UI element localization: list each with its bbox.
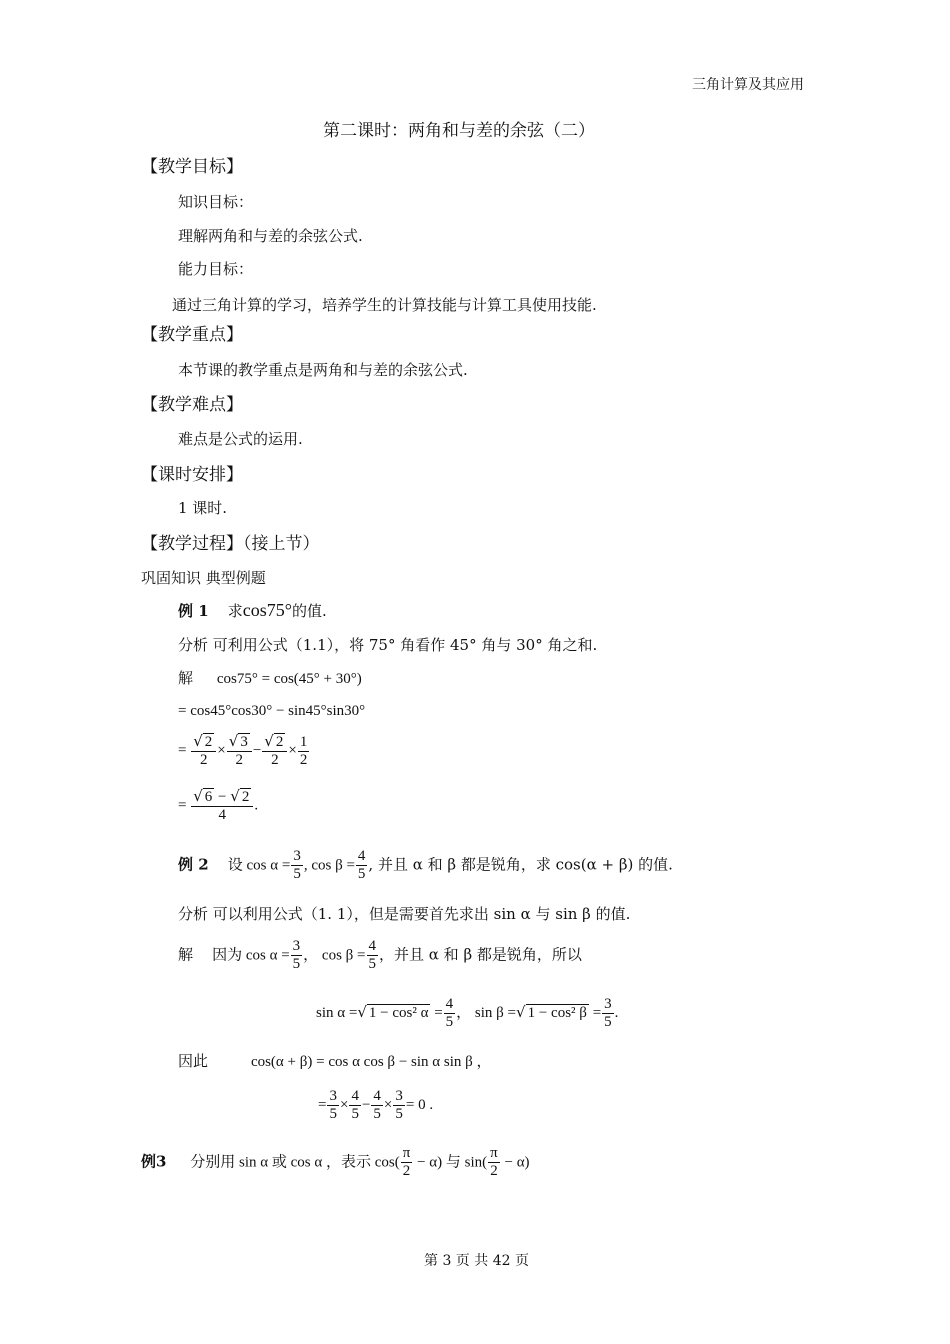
example-2-solution: 解 因为 cos α = $\frac{3}{5}$ ， cos β = $\frac{4}{5}$ ，并且 α 和 β 都是锐角，所以: [178, 938, 582, 972]
fraction: $\frac{3}{5}$: [329, 1088, 337, 1122]
example-2-therefore: 因此 cos(α + β) = cos α cos β − sin α sin β ，: [178, 1052, 492, 1070]
section-heading-difficulty: 【教学难点】: [141, 395, 243, 415]
example-2-question: 例 2 设 cos α = $\frac{3}{5}$ , cos β = $\frac{4}{5}$ , 并且 α 和 β 都是锐角，求 cos(α + β) 的值.: [178, 848, 673, 882]
fraction: $\frac{3}{5}$: [395, 1088, 403, 1122]
consolidate-heading: 巩固知识 典型例题: [141, 569, 266, 587]
fraction: $\frac{4}{5}$: [445, 996, 454, 1030]
example-3-question: 例3 分别用 sin α 或 cos α ，表示 cos( $\frac{\pi}{2}$ − α) 与 sin( $\frac{\pi}{2}$ − α): [141, 1145, 530, 1179]
example-2-final: = $\frac{3}{5}$ × $\frac{4}{5}$ − $\frac{4}{5}$ × $\frac{3}{5}$ = 0 .: [318, 1088, 434, 1122]
page-title: 第二课时：两角和与差的余弦（二）: [323, 121, 595, 141]
example-1-solution-line-3: = $\frac{√ 2}{2}$ × $\frac{√ 3}{2}$ − $\frac{√ 2}{2}$ × $\frac{1}{2}$: [178, 732, 308, 768]
fraction: $\frac{3}{5}$: [292, 938, 301, 972]
page-footer: 第 3 页 共 42 页: [424, 1253, 529, 1269]
knowledge-goal-text: 理解两角和与差的余弦公式.: [178, 227, 363, 245]
fraction: $\frac{\pi}{2}$: [402, 1145, 411, 1179]
cos75-expression: cos75°: [242, 600, 292, 620]
ability-goal-label: 能力目标：: [178, 260, 254, 278]
example-1-label: 例 1: [178, 602, 209, 620]
solution-label: 解: [178, 669, 194, 687]
fraction: $\frac{3}{5}$: [293, 848, 301, 882]
section-heading-process: 【教学过程】（接上节）: [141, 534, 320, 554]
fraction: $\frac{3}{5}$: [604, 996, 612, 1030]
fraction: $\frac{4}{5}$: [351, 1088, 359, 1122]
knowledge-goal-label: 知识目标：: [178, 193, 254, 211]
section-heading-focus: 【教学重点】: [141, 325, 243, 345]
example-1-analysis: 分析 可利用公式（1.1），将 75° 角看作 45° 角与 30° 角之和.: [178, 636, 598, 654]
fraction: $\frac{1}{2}$: [299, 733, 308, 768]
fraction: $\frac{4}{5}$: [357, 848, 366, 882]
solution-label: 解: [178, 945, 194, 964]
example-1-question: 例 1 求cos75°的值.: [178, 600, 327, 620]
fraction: $\frac{√ 3}{2}$: [227, 733, 252, 769]
focus-text: 本节课的教学重点是两角和与差的余弦公式.: [178, 361, 468, 379]
example-1-solution-line-2: = cos45°cos30° − sin45°sin30°: [178, 703, 366, 719]
fraction: $\frac{4}{5}$: [368, 938, 377, 972]
fraction: $\frac{√ 2}{2}$: [191, 733, 216, 769]
fraction: $\frac{√ 6 - √ 2}{4}$: [191, 788, 253, 824]
example-3-label: 例3: [141, 1152, 167, 1171]
fraction: $\frac{4}{5}$: [373, 1088, 381, 1122]
example-2-analysis: 分析 可以利用公式（1. 1），但是需要首先求出 sin α 与 sin β 的值.: [178, 905, 631, 923]
running-header: 三角计算及其应用: [692, 77, 804, 93]
example-2-sine-values: sin α =√ 1 − cos² α = $\frac{4}{5}$ ， sin β =√ 1 − cos² β = $\frac{3}{5}$ .: [316, 996, 619, 1030]
example-1-solution-line-1: 解 cos75° = cos(45° + 30°): [178, 669, 362, 687]
example-1-solution-line-4: = $\frac{√ 6 - √ 2}{4}$ .: [178, 787, 259, 823]
fraction: $\frac{√ 2}{2}$: [262, 733, 287, 769]
schedule-text: 1 课时.: [178, 499, 228, 517]
section-heading-schedule: 【课时安排】: [141, 465, 243, 485]
ability-goal-text: 通过三角计算的学习，培养学生的计算技能与计算工具使用技能.: [172, 296, 597, 314]
difficulty-text: 难点是公式的运用.: [178, 430, 303, 448]
example-2-label: 例 2: [178, 855, 209, 874]
section-heading-goal: 【教学目标】: [141, 157, 243, 177]
fraction: $\frac{\pi}{2}$: [490, 1145, 498, 1179]
